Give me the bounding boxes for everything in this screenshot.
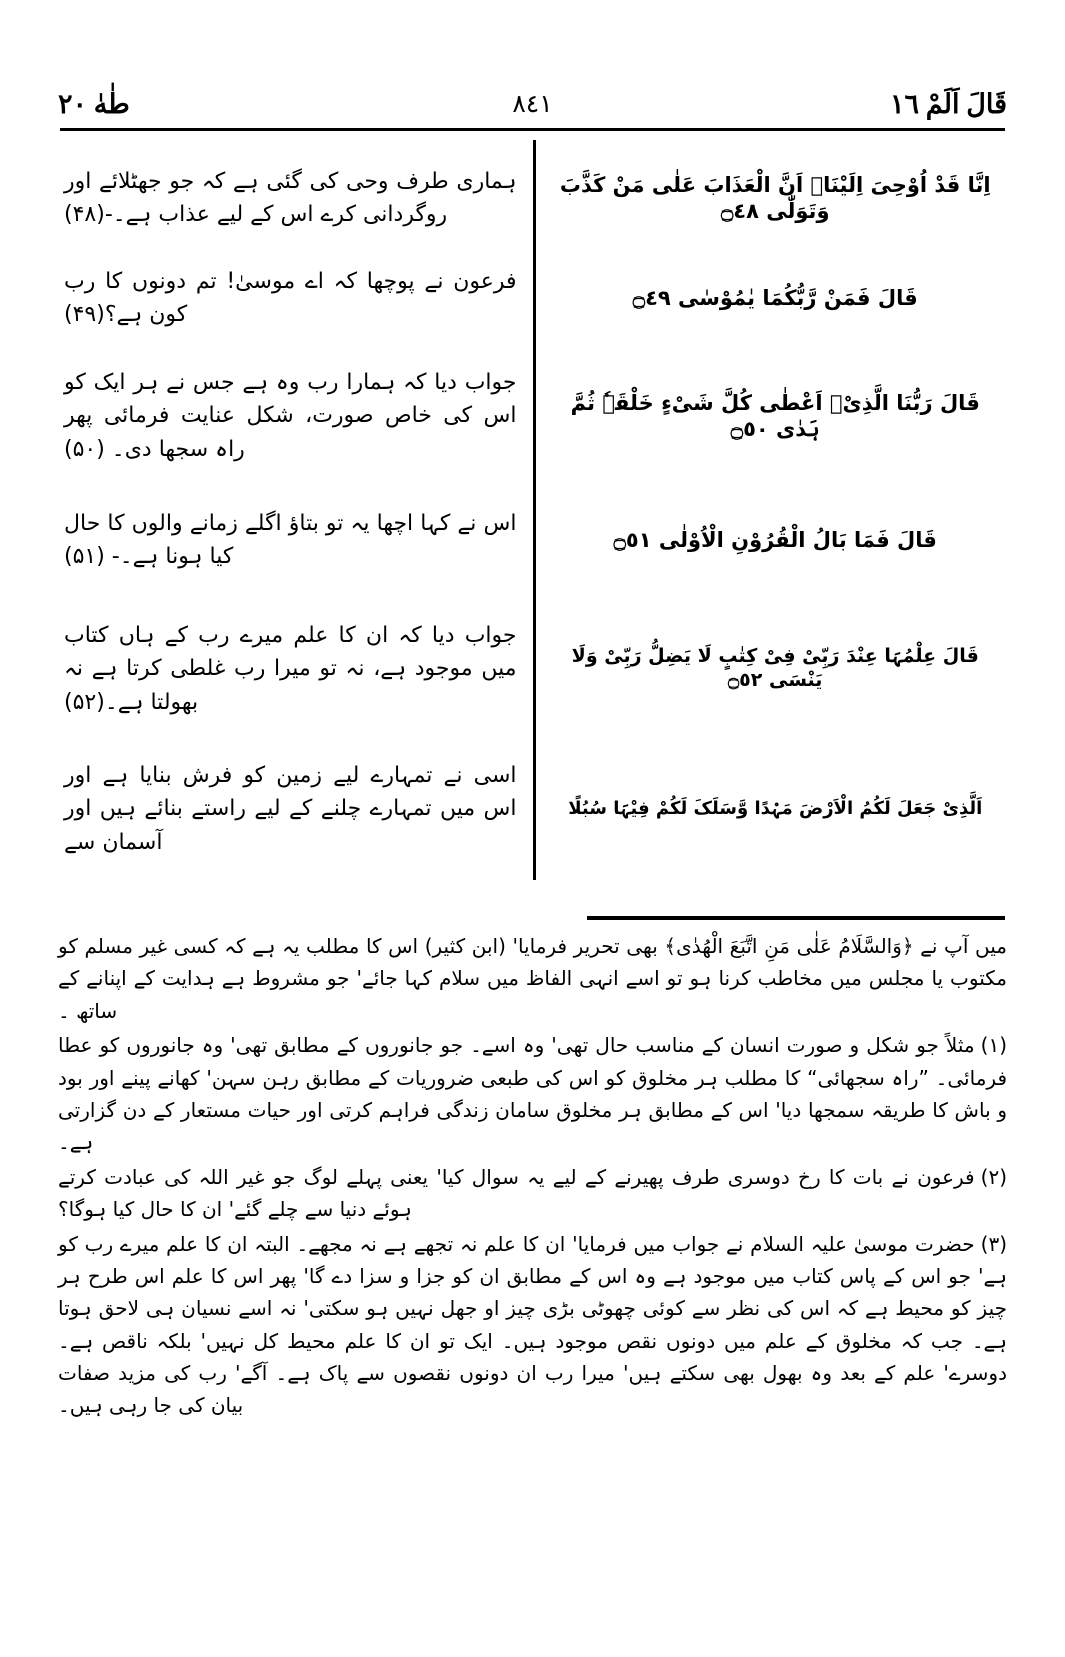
arabic-verse-column [533,140,1008,880]
header-divider-rule [60,128,1005,131]
footnote-item [58,1161,1007,1226]
scripture-body [58,140,1007,880]
footnote-item [58,1228,1007,1422]
arabic-verse: قَالَ فَمَنْ رَّبُّکُمَا یٰمُوْسٰی ۝٤٩ [632,285,918,310]
footnote-marker: (٢) [980,1164,1007,1189]
running-header [58,72,1007,118]
arabic-verse: قَالَ عِلْمُہَا عِنْدَ رَبِّیْ فِیْ کِتٰبٍ لَا یَضِلُّ رَبِّیْ وَلَا یَنْسَی ۝٥٢ [571,645,979,691]
header-surah-label: طٰهٰ ٢٠ [58,89,130,119]
urdu-translation [62,744,519,874]
urdu-translation [62,594,519,744]
urdu-translation-text: جواب دیا کہ ہمارا رب وہ ہے جس نے ہر ایک کو اس کی خاص صورت، شکل عنایت فرمائی پھر راہ سجھا دی۔ (۵۰) [64,369,517,462]
footnote-text: مثلاً جو شکل و صورت انسان کے مناسب حال تھی' وہ اسے۔ جو جانوروں کے مطابق تھی' وہ جانوروں کو عطا فرمائی۔ ”راہ سجھائی“ کا مطلب ہر مخلوق کو اس کی طبعی ضروریات کے مطابق رہن سہن' کھانے پینے اور بود و باش کا طریقہ سمجھا دیا' اس کے مطابق ہر مخلوق سامان زندگی فراہم کرتی اور حیات مستعار کے دن گزارتی ہے۔ [58,1033,1007,1155]
arabic-verse: اِنَّا قَدْ اُوْحِیَ اِلَیْنَاۤ اَنَّ الْعَذَابَ عَلٰی مَنْ کَذَّبَ وَتَوَلّٰی ۝٤٨ [559,172,991,223]
footnote-text: فرعون نے بات کا رخ دوسری طرف پھیرنے کے لیے یہ سوال کیا' یعنی پہلے لوگ جو غیر اللہ کی عبادت کرتے ہوئے دنیا سے چلے گئے' ان کا حال کیا ہوگا؟ [58,1164,975,1222]
urdu-translation [62,346,519,486]
urdu-translation-text: فرعون نے پوچھا کہ اے موسیٰ! تم دونوں کا رب کون ہے؟(۴۹) [64,268,517,327]
arabic-verse: قَالَ رَبُّنَا الَّذِیْۤ اَعْطٰی کُلَّ شَیْءٍ خَلْقَہٗ ثُمَّ ہَدٰی ۝٥٠ [570,390,980,441]
footnote-text: حضرت موسیٰ علیہ السلام نے جواب میں فرمایا' ان کا علم نہ تجھے ہے نہ مجھے۔ البتہ ان کا علم میرے رب کو ہے' جو اس کے پاس کتاب میں موجود ہے وہ اس کے مطابق ان کو جزا و سزا دے گا' پھر اس کا علم اس طرح ہر چیز کو محیط ہے کہ اس کی نظر سے کوئی چھوٹی بڑی چیز او جھل نہیں ہو سکتی' نہ اسے نسیان ہی لاحق ہوتا ہے۔ جب کہ مخلوق کے علم میں دونوں نقص موجود ہیں۔ ایک تو ان کا علم محیط کل نہیں' بلکہ ناقص ہے۔ دوسرے' علم کے بعد وہ بھول بھی سکتے ہیں' میرا رب ان دونوں نقصوں سے پاک ہے۔ آگے' رب کی مزید صفات بیان کی جا رہی ہیں۔ [58,1231,1007,1418]
arabic-verse: قَالَ فَمَا بَالُ الْقُرُوْنِ الْاُوْلٰی ۝٥١ [613,527,937,552]
urdu-translation [62,486,519,594]
urdu-translation-text: اسی نے تمہارے لیے زمین کو فرش بنایا ہے اور اس میں تمہارے چلنے کے لیے راستے بنائے ہیں اور آسمان سے [64,762,517,855]
urdu-translation-column [58,140,533,880]
urdu-translation-text: جواب دیا کہ ان کا علم میرے رب کے ہاں کتاب میں موجود ہے، نہ تو میرا رب غلطی کرتا ہے نہ بھولتا ہے۔(۵۲) [64,622,517,715]
footnote-item [58,1029,1007,1159]
footnote-continuation [58,930,1007,1027]
footnote-text: میں آپ نے ﴿وَالسَّلَامُ عَلٰی مَنِ اتَّبَعَ الْھُدٰی﴾ بھی تحریر فرمایا' (ابن کثیر) اس کا مطلب یہ ہے کہ کسی غیر مسلم کو مکتوب یا مجلس میں مخاطب کرنا ہو تو اسے انہی الفاظ میں سلام کہا جائے' جو مشروط ہے ہدایت کے اپنانے کے ساتھ ۔ [58,934,1007,1023]
urdu-translation [62,250,519,346]
footnote-section [58,930,1007,1637]
footnote-divider-rule [587,916,1005,920]
urdu-translation-text: ہماری طرف وحی کی گئی ہے کہ جو جھٹلائے اور روگردانی کرے اس کے لیے عذاب ہے۔-(۴۸) [64,168,517,227]
footnote-marker: (٣) [980,1231,1007,1256]
footnote-marker: (١) [980,1033,1007,1058]
urdu-translation [62,146,519,250]
urdu-translation-text: اس نے کہا اچھا یہ تو بتاؤ اگلے زمانے والوں کا حال کیا ہونا ہے۔- (۵۱) [64,510,517,569]
page-number: ٨٤١ [512,91,553,118]
header-para-label: قَالَ اَلَمْ ١٦ [890,89,1007,119]
arabic-verse: اَلَّذِیْ جَعَلَ لَکُمُ الْاَرْضَ مَہْدًا وَّسَلَکَ لَکُمْ فِیْہَا سُبُلًا [568,797,983,819]
